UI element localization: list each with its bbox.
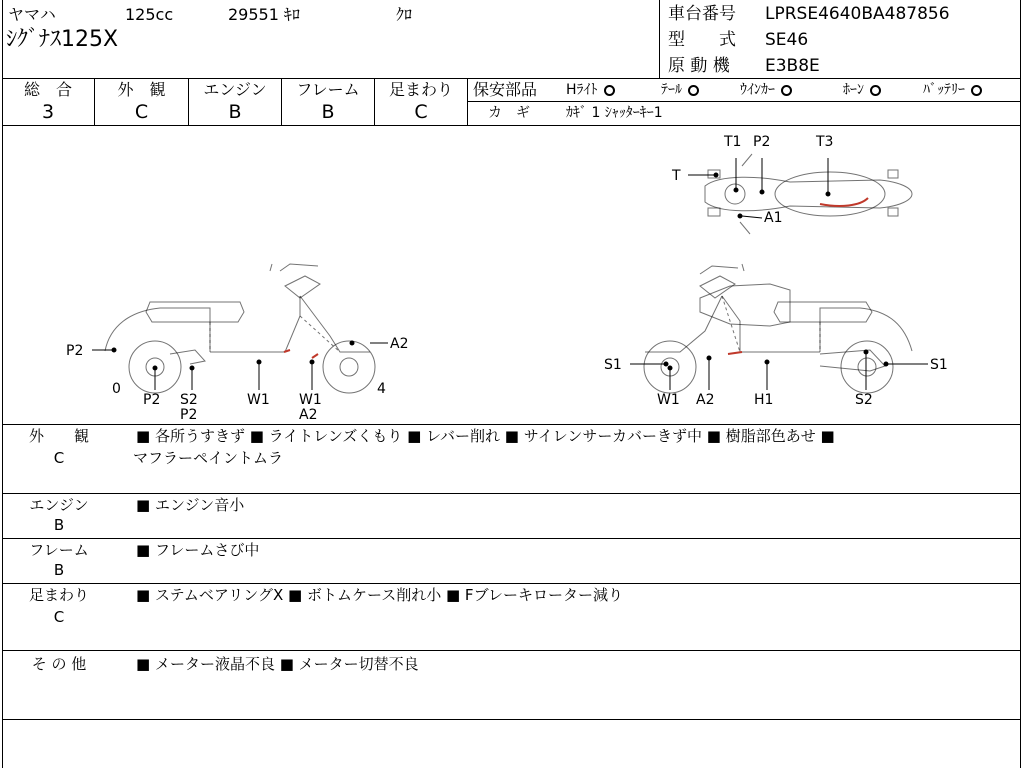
note-suspension-category: 足まわり [28, 586, 89, 604]
engine-label: 原 動 機 [668, 56, 730, 76]
type-value: SE46 [765, 30, 809, 50]
headlight-ok-icon [604, 85, 615, 96]
label-right-s1-b: S1 [930, 357, 948, 373]
label-right-w1: W1 [657, 392, 680, 408]
grade-top-line [2, 78, 1021, 79]
safety-mid-line [467, 101, 1021, 102]
label-t3: T3 [816, 134, 834, 150]
top-view [700, 154, 912, 326]
note-exterior-grade: C [53, 449, 65, 467]
note-engine-grade: B [53, 516, 65, 534]
grade-engine-value: B [228, 101, 242, 123]
headlight-label: Hﾗｲﾄ [566, 82, 598, 98]
grade-engine-label: エンジン [203, 80, 267, 99]
note-frame-category: フレーム [29, 541, 89, 559]
label-right-a2: A2 [696, 392, 715, 408]
frame-no: LPRSE4640BA487856 [765, 4, 950, 24]
grade-overall-value: 3 [41, 101, 55, 123]
label-t: T [672, 168, 681, 184]
maker: ヤマハ [8, 5, 56, 24]
label-p2-top: P2 [753, 134, 771, 150]
mileage: 29551 ｷﾛ [228, 5, 300, 24]
note-other-line1: ■ メーター液晶不良 ■ メーター切替不良 [136, 655, 419, 673]
label-left-a2: A2 [390, 336, 409, 352]
grade-suspension-value: C [414, 101, 428, 123]
frame-no-label: 車台番号 [668, 4, 736, 24]
grade-frame-value: B [321, 101, 335, 123]
scooter-diagram [0, 126, 1020, 424]
label-left-w1-b: W1 [299, 392, 322, 408]
key-label: カ ギ [488, 105, 530, 121]
grade-overall-label: 総 合 [23, 80, 72, 99]
left-side-view [105, 264, 375, 393]
key-value: ｶｷﾞ 1 ｼｬｯﾀｰｷｰ1 [566, 105, 663, 121]
body-color: ｸﾛ [396, 5, 413, 24]
horn-ok-icon [870, 85, 881, 96]
label-t1: T1 [724, 134, 742, 150]
frame-right [1020, 0, 1021, 768]
safety-label: 保安部品 [473, 80, 538, 99]
note-other-category: そ の 他 [31, 655, 87, 673]
type-label: 型 式 [668, 30, 736, 50]
note-suspension-line1: ■ ステムベアリングX ■ ボトムケース削れ小 ■ Fブレーキローター減り [136, 586, 623, 604]
label-left-s2: S2 [180, 392, 198, 408]
note-engine-line1: ■ エンジン音小 [136, 496, 245, 514]
note-suspension-grade: C [53, 608, 65, 626]
safety-horn [843, 81, 881, 99]
tail-label: ﾃｰﾙ [661, 82, 682, 98]
label-left-4: 4 [377, 381, 386, 397]
label-left-w1: W1 [247, 392, 270, 408]
header-divider [659, 0, 660, 78]
label-left-p2-c: P2 [180, 407, 198, 423]
safety-winker [740, 81, 792, 99]
horn-label: ﾎｰﾝ [843, 82, 864, 98]
displacement: 125cc [125, 5, 174, 24]
winker-label: ｳｲﾝｶｰ [740, 82, 775, 98]
grade-exterior-label: 外 観 [117, 80, 166, 99]
grade-frame-label: フレーム [296, 80, 360, 99]
battery-ok-icon [971, 85, 982, 96]
note-engine-category: エンジン [29, 496, 89, 514]
winker-ok-icon [781, 85, 792, 96]
battery-label: ﾊﾞｯﾃﾘｰ [923, 82, 965, 98]
label-left-p2-b: P2 [143, 392, 161, 408]
right-side-view [644, 264, 912, 393]
note-exterior-category: 外 観 [28, 427, 89, 445]
note-frame-line1: ■ フレームさび中 [136, 541, 260, 559]
label-a1: A1 [764, 210, 783, 226]
note-exterior-line1: ■ 各所うすきず ■ ライトレンズくもり ■ レバー削れ ■ サイレンサーカバーきず中 ■ 樹脂部色あせ ■ [136, 427, 835, 445]
note-frame-grade: B [53, 561, 65, 579]
safety-tail [661, 81, 699, 99]
note-exterior-line2: マフラーペイントムラ [133, 449, 284, 467]
grade-suspension-label: 足まわり [388, 80, 453, 99]
safety-headlight [566, 81, 615, 99]
safety-battery [923, 81, 982, 99]
tail-ok-icon [688, 85, 699, 96]
label-left-a2-b: A2 [299, 407, 318, 423]
engine-value: E3B8E [765, 56, 820, 76]
label-left-0: 0 [112, 381, 121, 397]
label-left-p2: P2 [66, 343, 84, 359]
grade-exterior-value: C [134, 101, 149, 123]
model-name: ｼｸﾞﾅｽ125X [6, 27, 119, 52]
label-right-s2: S2 [855, 392, 873, 408]
label-right-h1: H1 [754, 392, 774, 408]
label-right-s1: S1 [604, 357, 622, 373]
